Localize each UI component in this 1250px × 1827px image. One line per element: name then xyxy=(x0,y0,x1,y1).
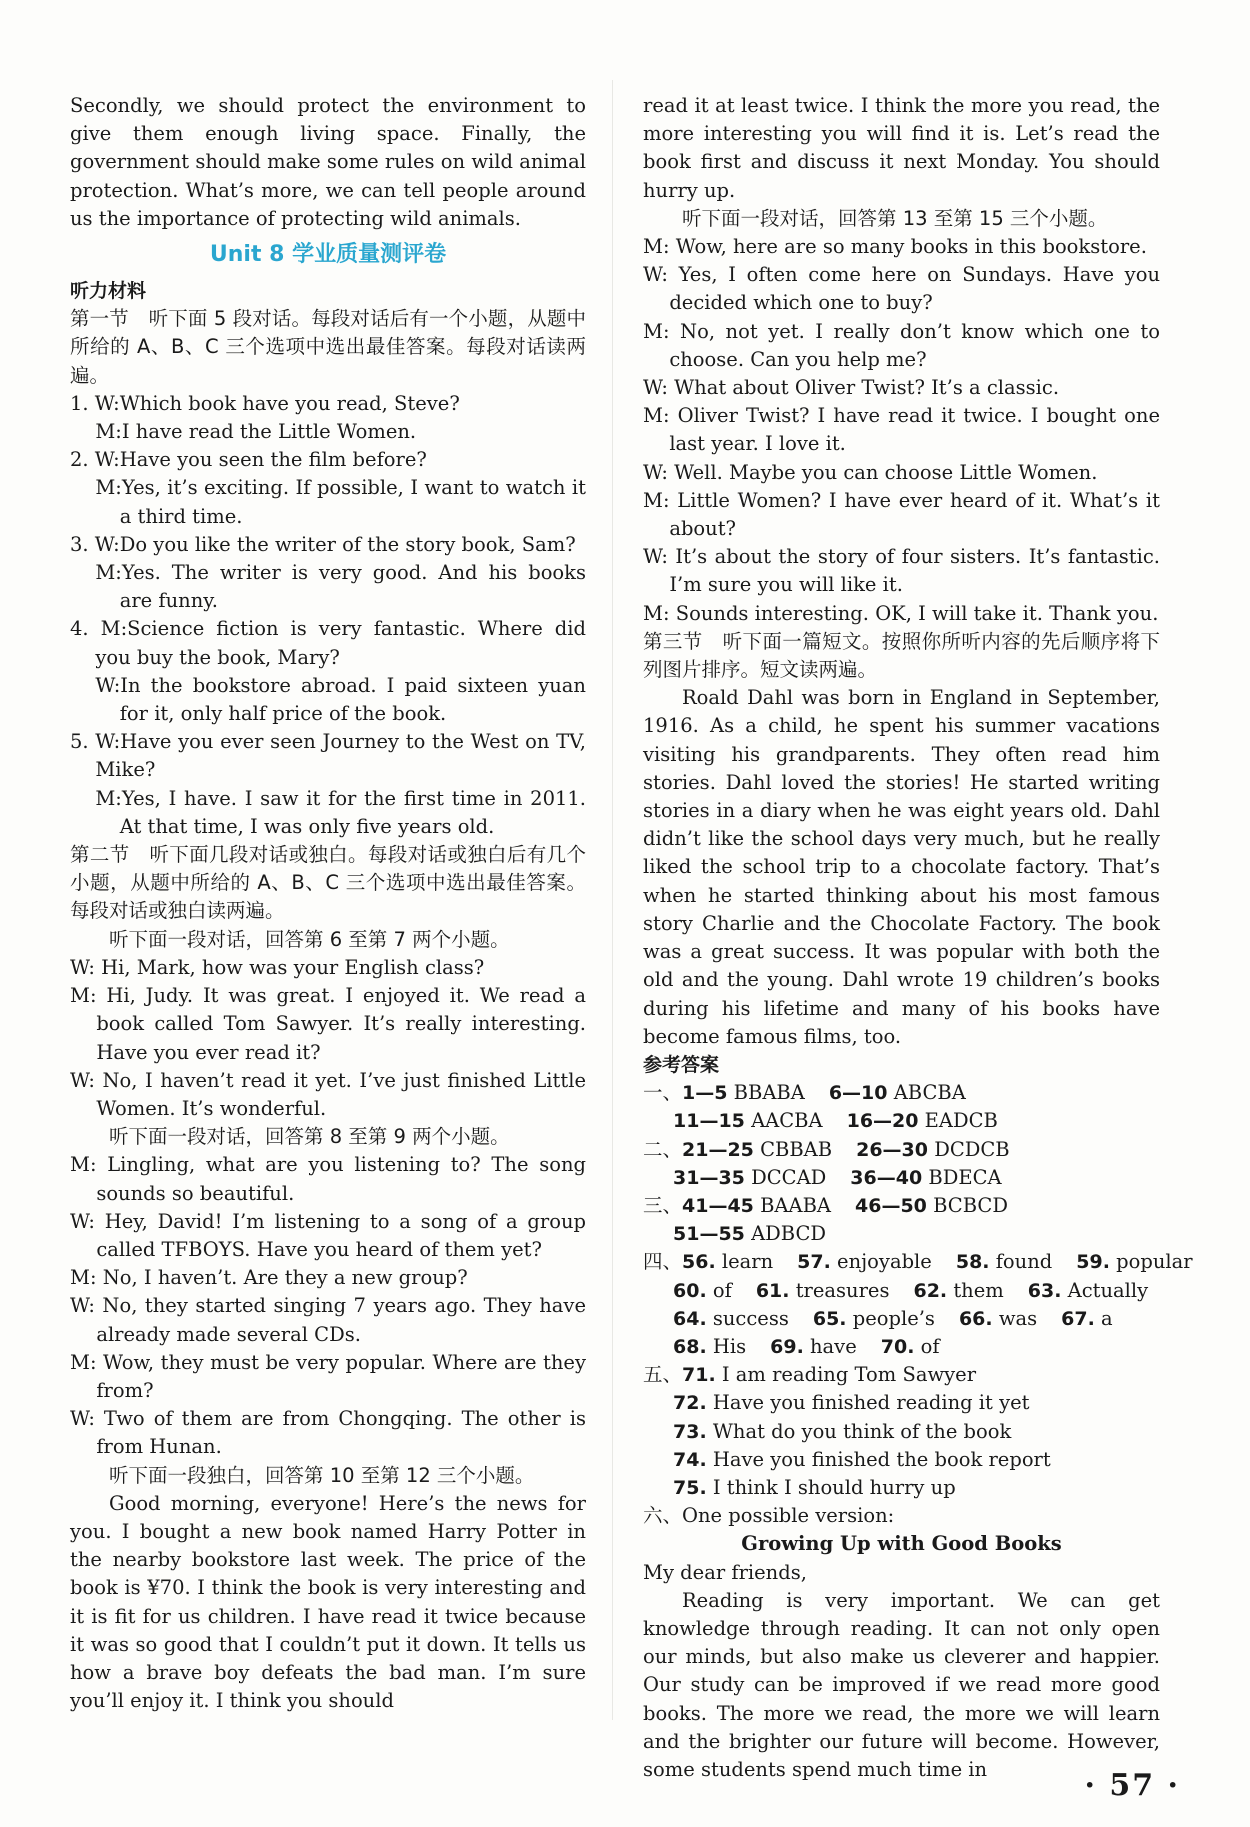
answer-value: BAABA xyxy=(753,1193,832,1217)
answer-number: 41—45 xyxy=(682,1194,754,1217)
dialog-line: W: What about Oliver Twist? It’s a classic. xyxy=(643,376,1060,400)
answers-heading: 参考答案 xyxy=(643,1053,720,1076)
answer-row xyxy=(643,1164,1160,1192)
answer-value: BBABA xyxy=(727,1081,805,1105)
answer-key xyxy=(643,1079,1193,1502)
dialog-line: W: Well. Maybe you can choose Little Women. xyxy=(643,460,1098,484)
answer-number: 61. xyxy=(755,1279,790,1302)
answer-value: enjoyable xyxy=(830,1250,932,1274)
answer-number: 66. xyxy=(958,1307,993,1330)
answer-number: 68. xyxy=(673,1335,707,1358)
answer-value: of xyxy=(706,1278,732,1302)
answer-part-label: 二、 xyxy=(643,1137,683,1161)
answer-value: Have you finished reading it yet xyxy=(706,1391,1030,1415)
dialog-line: M: No, not yet. I really don’t know which one to choose. Can you help me? xyxy=(643,319,1160,371)
answer-value: found xyxy=(989,1250,1053,1274)
dialog-line: W: Hey, David! I’m listening to a song of a group called TFBOYS. Have you heard of them yet? xyxy=(70,1209,586,1261)
right-column xyxy=(643,92,1193,1784)
dialog-5-q: 5. W:Have you ever seen Journey to the West on TV, Mike? xyxy=(70,730,586,782)
answer-value: success xyxy=(706,1306,789,1330)
answer-value: Actually xyxy=(1061,1278,1149,1302)
dialog-line: M: Little Women? I have ever heard of it. What’s it about? xyxy=(643,488,1160,541)
unit-title: Unit 8 学业质量测评卷 xyxy=(209,242,447,268)
answer-value: I am reading Tom Sawyer xyxy=(715,1363,977,1387)
answer-number: 70. xyxy=(880,1335,915,1358)
listening-heading: 听力材料 xyxy=(70,280,147,303)
dialog-line: M: Hi, Judy. It was great. I enjoyed it. We read a book called Tom Sawyer. It’s really interesting. Have you ever read it? xyxy=(70,984,586,1064)
answer-row xyxy=(643,1192,1160,1220)
dialog-5-a: M:Yes, I have. I saw it for the first time in 2011. At that time, I was only five years old. xyxy=(95,786,586,838)
dialog-4-a: W:In the bookstore abroad. I paid sixteen yuan for it, only half price of the book. xyxy=(95,673,586,726)
section-3-instructions: 第三节 听下面一篇短文。按照你所听内容的先后顺序将下列图片排序。短文读两遍。 xyxy=(643,629,1160,682)
answer-number: 63. xyxy=(1027,1279,1062,1302)
answer-number: 69. xyxy=(770,1335,804,1358)
passage: Roald Dahl was born in England in September, 1916. As a child, he spent his summer vacations visiting his grandparents. They often read him stories. Dahl loved the stories! He started writing stories in a diary when he was eight years old. Dahl didn’t like the school days very much, but he really liked the school trip to a chocolate factory. That’s when he started thinking about his most famous story Charlie and the Chocolate Factory. The book was a great success. It was popular with both the old and the young. Dahl wrote 19 children’s books during his lifetime and many of his books have become famous films, too. xyxy=(643,686,1160,1048)
dialog-line: M: Wow, here are so many books in this bookstore. xyxy=(643,235,1147,259)
answer-value: was xyxy=(992,1306,1038,1330)
answer-row xyxy=(643,1389,1160,1417)
writing-label: 六、One possible version: xyxy=(643,1504,895,1528)
answer-part-label: 四、 xyxy=(643,1250,683,1274)
answer-value: popular xyxy=(1109,1250,1193,1274)
answer-row xyxy=(643,1277,1160,1305)
answer-row xyxy=(643,1333,1160,1361)
dialog-line: M: Lingling, what are you listening to? The song sounds so beautiful. xyxy=(70,1153,586,1205)
answer-number: 46—50 xyxy=(855,1194,927,1217)
answer-number: 16—20 xyxy=(846,1110,919,1133)
answer-value: DCCAD xyxy=(744,1165,827,1189)
section-2-intro-2: 听下面一段对话，回答第 8 至第 9 两个小题。 xyxy=(109,1125,510,1149)
answer-number: 6—10 xyxy=(828,1082,888,1105)
answer-row xyxy=(643,1079,1160,1107)
answer-value: people’s xyxy=(846,1306,935,1330)
answer-number: 56. xyxy=(682,1251,716,1274)
answer-value: DCDCB xyxy=(928,1137,1010,1161)
column-divider xyxy=(612,80,613,1720)
answer-row xyxy=(643,1107,1160,1135)
dialog-1-a: M:I have read the Little Women. xyxy=(95,420,417,444)
answer-value: ADBCD xyxy=(744,1222,827,1246)
dialog-line: W: No, I haven’t read it yet. I’ve just finished Little Women. It’s wonderful. xyxy=(70,1068,586,1120)
answer-number: 74. xyxy=(673,1448,707,1471)
dialog-line: M: Oliver Twist? I have read it twice. I bought one last year. I love it. xyxy=(643,404,1160,456)
answer-row xyxy=(643,1474,1160,1502)
section-2-instructions: 第二节 听下面几段对话或独白。每段对话或独白后有几个小题，从题中所给的 A、B、C 三个选项中选出最佳答案。每段对话或独白读两遍。 xyxy=(70,843,586,923)
answer-number: 51—55 xyxy=(673,1223,745,1246)
answer-row xyxy=(643,1248,1193,1276)
salutation: My dear friends, xyxy=(643,1560,807,1584)
answer-value: treasures xyxy=(789,1278,890,1302)
dialog-line: M: Wow, they must be very popular. Where are they from? xyxy=(70,1350,586,1402)
answer-part-label: 五、 xyxy=(643,1363,683,1387)
answer-number: 59. xyxy=(1076,1251,1110,1274)
dialog-2-q: 2. W:Have you seen the film before? xyxy=(70,448,427,472)
dialog-line: M: No, I haven’t. Are they a new group? xyxy=(70,1266,468,1290)
answer-number: 71. xyxy=(682,1364,716,1387)
answer-number: 58. xyxy=(955,1251,990,1274)
intro-paragraph: Secondly, we should protect the environment to give them enough living space. Finally, the government should make some rules on wild animal protection. What’s more, we can tell people around us the importance of protecting wild animals. xyxy=(70,94,586,230)
answer-value: EADCB xyxy=(918,1109,998,1133)
section-2-intro-4: 听下面一段对话，回答第 13 至第 15 三个小题。 xyxy=(682,206,1108,230)
answer-number: 75. xyxy=(673,1476,707,1499)
answer-number: 31—35 xyxy=(673,1166,745,1189)
answer-number: 65. xyxy=(812,1307,847,1330)
answer-value: BCBCD xyxy=(926,1193,1008,1217)
section-1-instructions: 第一节 听下面 5 段对话。每段对话后有一个小题，从题中所给的 A、B、C 三个选项中选出最佳答案。每段对话读两遍。 xyxy=(70,307,586,387)
answer-number: 60. xyxy=(673,1279,707,1302)
answer-value: of xyxy=(914,1334,940,1358)
dialog-3-q: 3. W:Do you like the writer of the story book, Sam? xyxy=(70,532,576,556)
answer-value: learn xyxy=(715,1250,774,1274)
answer-number: 64. xyxy=(673,1307,707,1330)
dialog-3-a: M:Yes. The writer is very good. And his books are funny. xyxy=(95,561,586,613)
answer-row xyxy=(643,1136,1160,1164)
answer-value: have xyxy=(803,1334,857,1358)
essay-title: Growing Up with Good Books xyxy=(741,1532,1062,1556)
answer-row xyxy=(643,1418,1160,1446)
answer-number: 57. xyxy=(797,1251,831,1274)
answer-value: Have you finished the book report xyxy=(706,1447,1051,1471)
answer-value: ABCBA xyxy=(887,1081,966,1105)
answer-number: 1—5 xyxy=(682,1082,728,1105)
dialog-line: M: Sounds interesting. OK, I will take it. Thank you. xyxy=(643,601,1159,625)
answer-number: 11—15 xyxy=(673,1110,745,1133)
dialog-list xyxy=(70,390,586,841)
monologue: Good morning, everyone! Here’s the news for you. I bought a new book named Harry Potter in the nearby bookstore last week. The price of the book is ¥70. I think the book is very interesting and it is fit for us children. I have read it twice because it was so good that I couldn’t put it down. It tells us how a brave boy defeats the bad man. I’m sure you’ll enjoy it. I think you should xyxy=(70,1491,586,1713)
answer-number: 36—40 xyxy=(850,1166,923,1189)
section-2-intro-1: 听下面一段对话，回答第 6 至第 7 两个小题。 xyxy=(109,927,510,951)
answer-number: 73. xyxy=(673,1420,707,1443)
dialog-line: W: No, they started singing 7 years ago. They have already made several CDs. xyxy=(70,1294,586,1346)
section-2-intro-3: 听下面一段独白，回答第 10 至第 12 三个小题。 xyxy=(109,1463,535,1487)
dialog-line: W: It’s about the story of four sisters. It’s fantastic. I’m sure you will like it. xyxy=(643,545,1160,597)
answer-value: I think I should hurry up xyxy=(706,1475,956,1499)
dialog-4-q: 4. M:Science fiction is very fantastic. Where did you buy the book, Mary? xyxy=(70,617,586,669)
answer-number: 21—25 xyxy=(682,1138,754,1161)
left-column xyxy=(70,92,586,1715)
dialog-line: W: Hi, Mark, how was your English class? xyxy=(70,955,485,979)
answer-row xyxy=(643,1220,1160,1248)
answer-part-label: 一、 xyxy=(643,1081,683,1105)
dialog-2-a: M:Yes, it’s exciting. If possible, I want to watch it a third time. xyxy=(95,476,586,528)
answer-row xyxy=(643,1305,1160,1333)
dialog-1-q: 1. W:Which book have you read, Steve? xyxy=(70,391,460,415)
answer-part-label: 三、 xyxy=(643,1193,683,1217)
answer-value: a xyxy=(1094,1306,1113,1330)
answer-value: CBBAB xyxy=(753,1137,833,1161)
dialog-line: W: Two of them are from Chongqing. The other is from Hunan. xyxy=(70,1407,586,1459)
answer-value: His xyxy=(706,1334,747,1358)
answer-number: 26—30 xyxy=(856,1138,928,1161)
essay: Reading is very important. We can get knowledge through reading. It can not only open our minds, but also make us cleverer and happier. Our study can be improved if we read more good books. The more we read, the more we will learn and the brighter our future will become. However, some students spend much time in xyxy=(643,1588,1160,1781)
answer-value: What do you think of the book xyxy=(706,1419,1012,1443)
answer-value: AACBA xyxy=(744,1109,823,1133)
dialog-line: W: Yes, I often come here on Sundays. Have you decided which one to buy? xyxy=(643,263,1160,315)
monologue-continued: read it at least twice. I think the more you read, the more interesting you will find it is. Let’s read the book first and discuss it next Monday. You should hurry up. xyxy=(643,94,1160,202)
answer-number: 72. xyxy=(673,1392,707,1415)
answer-row xyxy=(643,1446,1160,1474)
answer-value: BDECA xyxy=(922,1165,1002,1189)
answer-row xyxy=(643,1361,1160,1389)
answer-number: 62. xyxy=(913,1279,948,1302)
answer-value: them xyxy=(947,1278,1004,1302)
answer-number: 67. xyxy=(1061,1307,1095,1330)
page-number: · 57 · xyxy=(1084,1768,1180,1803)
